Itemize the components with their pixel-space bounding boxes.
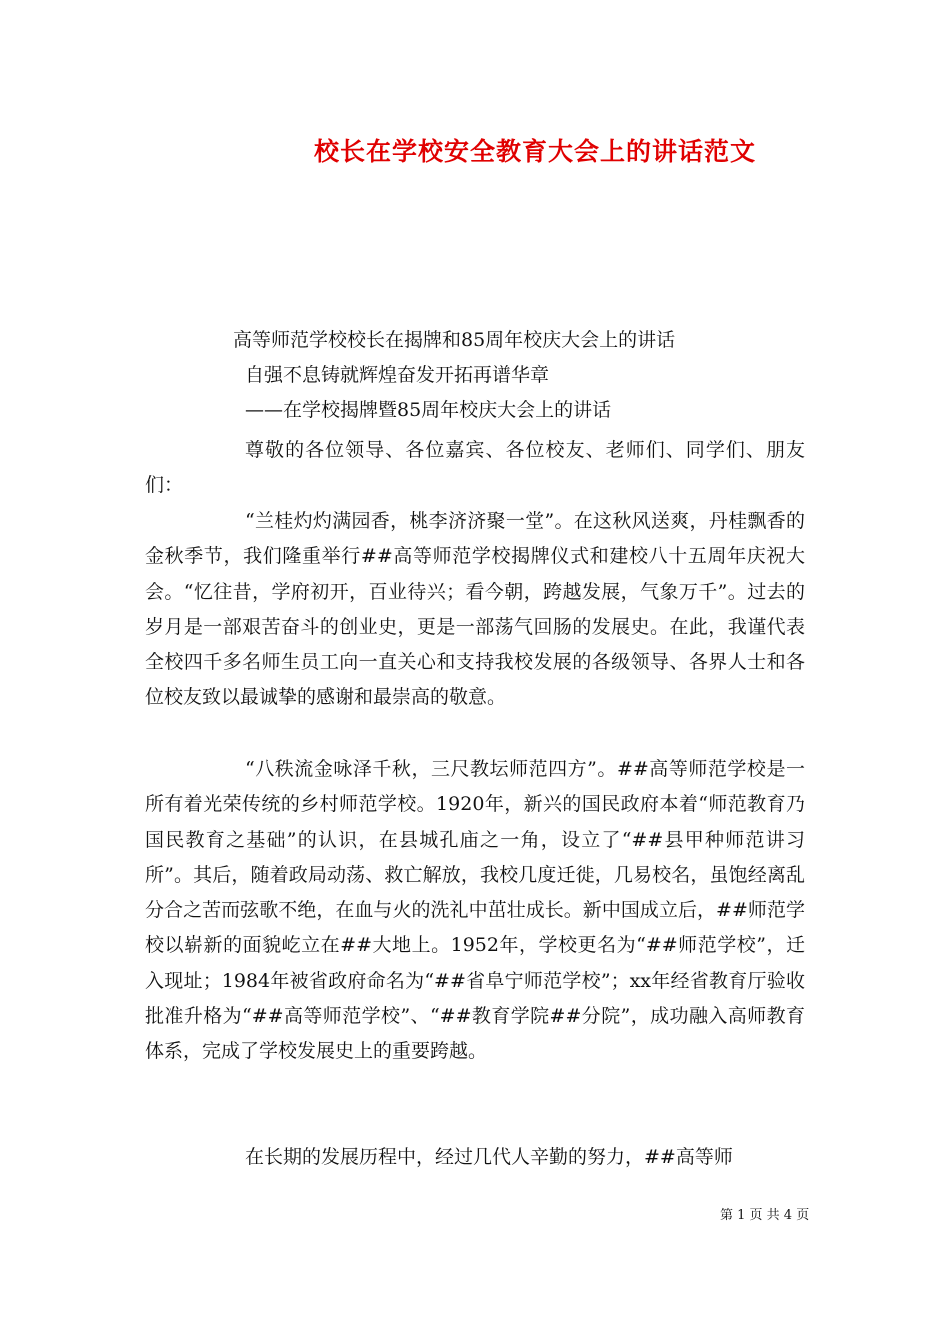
body-paragraph-1: “兰桂灼灼满园香，桃李济济聚一堂”。在这秋风送爽，丹桂飘香的金秋季节，我们隆重举行##高等师范学校揭牌仪式和建校八十五周年庆祝大会。“忆往昔，学府初开，百业待兴；看今朝，跨越发展，气象万千”。过去的岁月是一部艰苦奋斗的创业史，更是一部荡气回肠的发展史。在此，我谨代表全校四千多名师生员工向一直关心和支持我校发展的各级领导、各界人士和各位校友致以最诚挚的感谢和最崇高的敬意。 xyxy=(145,510,805,709)
document-title: 校长在学校安全教育大会上的讲话范文 xyxy=(313,137,756,166)
page-number: 第 1 页 共 4 页 xyxy=(720,1208,810,1223)
salutation: 尊敬的各位领导、各位嘉宾、各位校友、老师们、同学们、朋友们： xyxy=(145,439,805,497)
subtitle-line-1: 高等师范学校校长在揭牌和85周年校庆大会上的讲话 xyxy=(233,329,676,351)
body-paragraph-3: 在长期的发展历程中，经过几代人辛勤的努力，##高等师 xyxy=(245,1146,733,1168)
body-paragraph-2: “八秩流金咏泽千秋，三尺教坛师范四方”。##高等师范学校是一所有着光荣传统的乡村师范学校。1920年，新兴的国民政府本着“师范教育乃国民教育之基础”的认识，在县城孔庙之一角，设立了“##县甲种师范讲习所”。其后，随着政局动荡、救亡解放，我校几度迁徙，几易校名，虽饱经离乱分合之苦而弦歌不绝，在血与火的洗礼中茁壮成长。新中国成立后，##师范学校以崭新的面貌屹立在##大地上。1952年，学校更名为“##师范学校”，迁入现址；1984年被省政府命名为“##省阜宁师范学校”；xx年经省教育厅验收批准升格为“##高等师范学校”、“##教育学院##分院”，成功融入高师教育体系，完成了学校发展史上的重要跨越。 xyxy=(145,758,805,1063)
subtitle-line-3: ——在学校揭牌暨85周年校庆大会上的讲话 xyxy=(245,399,612,421)
subtitle-line-2: 自强不息铸就辉煌奋发开拓再谱华章 xyxy=(245,364,550,386)
